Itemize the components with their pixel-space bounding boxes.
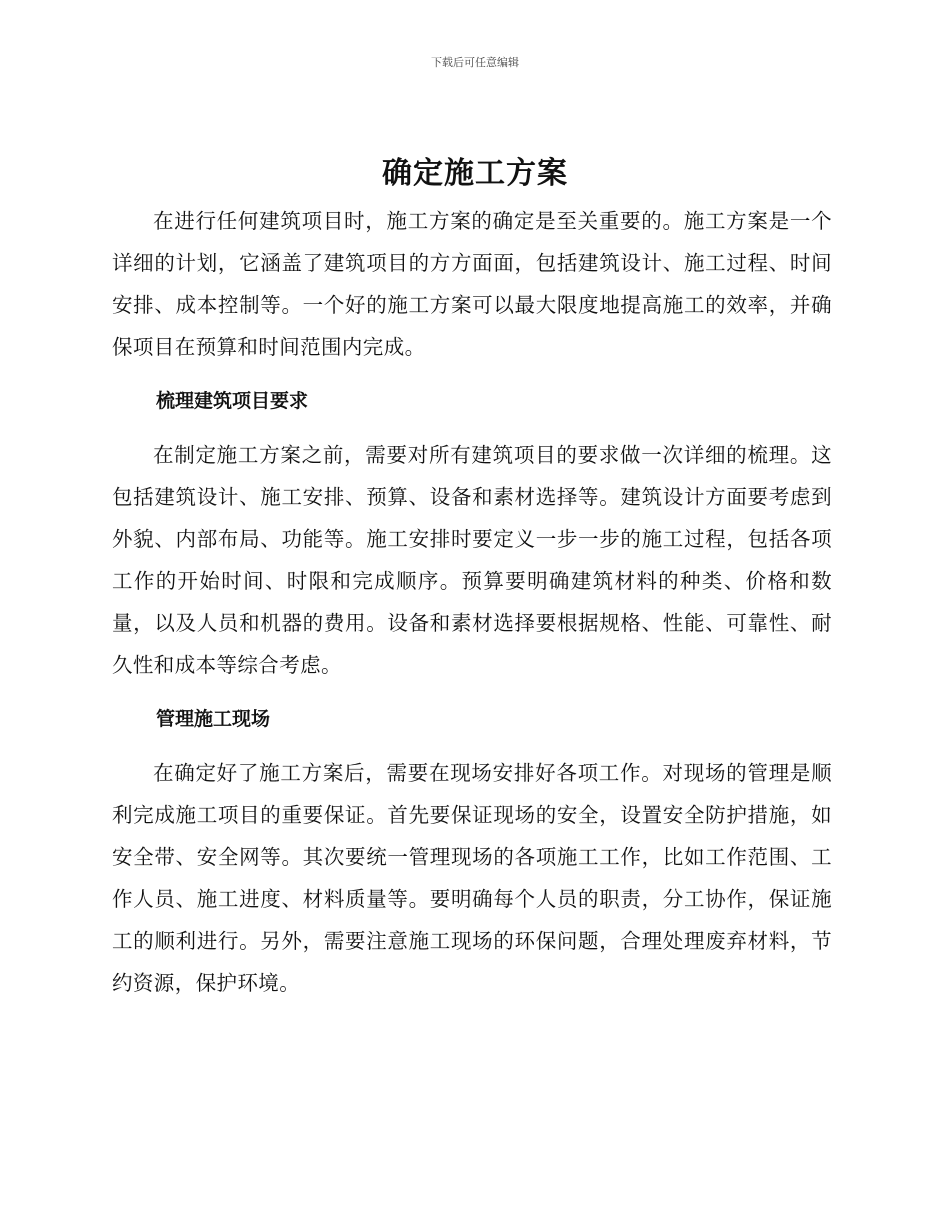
document-title: 确定施工方案 <box>382 156 568 191</box>
section-paragraph-site-management: 在确定好了施工方案后，需要在现场安排好各项工作。对现场的管理是顺利完成施工项目的重要保证。首先要保证现场的安全，设置安全防护措施，如安全带、安全网等。其次要统一管理现场的各项施工工作，比如工作范围、工作人员、施工进度、材料质量等。要明确每个人员的职责，分工协作，保证施工的顺利进行。另外，需要注意施工现场的环保问题，合理处理废弃材料，节约资源，保护环境。 <box>112 761 832 995</box>
section-heading-requirements: 梳理建筑项目要求 <box>156 390 309 412</box>
section-paragraph-requirements: 在制定施工方案之前，需要对所有建筑项目的要求做一次详细的梳理。这包括建筑设计、施工安排、预算、设备和素材选择等。建筑设计方面要考虑到外貌、内部布局、功能等。施工安排时要定义一步一步的施工过程，包括各项工作的开始时间、时限和完成顺序。预算要明确建筑材料的种类、价格和数量，以及人员和机器的费用。设备和素材选择要根据规格、性能、可靠性、耐久性和成本等综合考虑。 <box>112 443 832 677</box>
section-heading-site-management: 管理施工现场 <box>156 708 271 730</box>
page-header: 下载后可任意编辑 <box>431 56 519 69</box>
document-body <box>112 200 832 1004</box>
intro-paragraph: 在进行任何建筑项目时，施工方案的确定是至关重要的。施工方案是一个详细的计划，它涵盖了建筑项目的方方面面，包括建筑设计、施工过程、时间安排、成本控制等。一个好的施工方案可以最大限度地提高施工的效率，并确保项目在预算和时间范围内完成。 <box>112 209 832 359</box>
